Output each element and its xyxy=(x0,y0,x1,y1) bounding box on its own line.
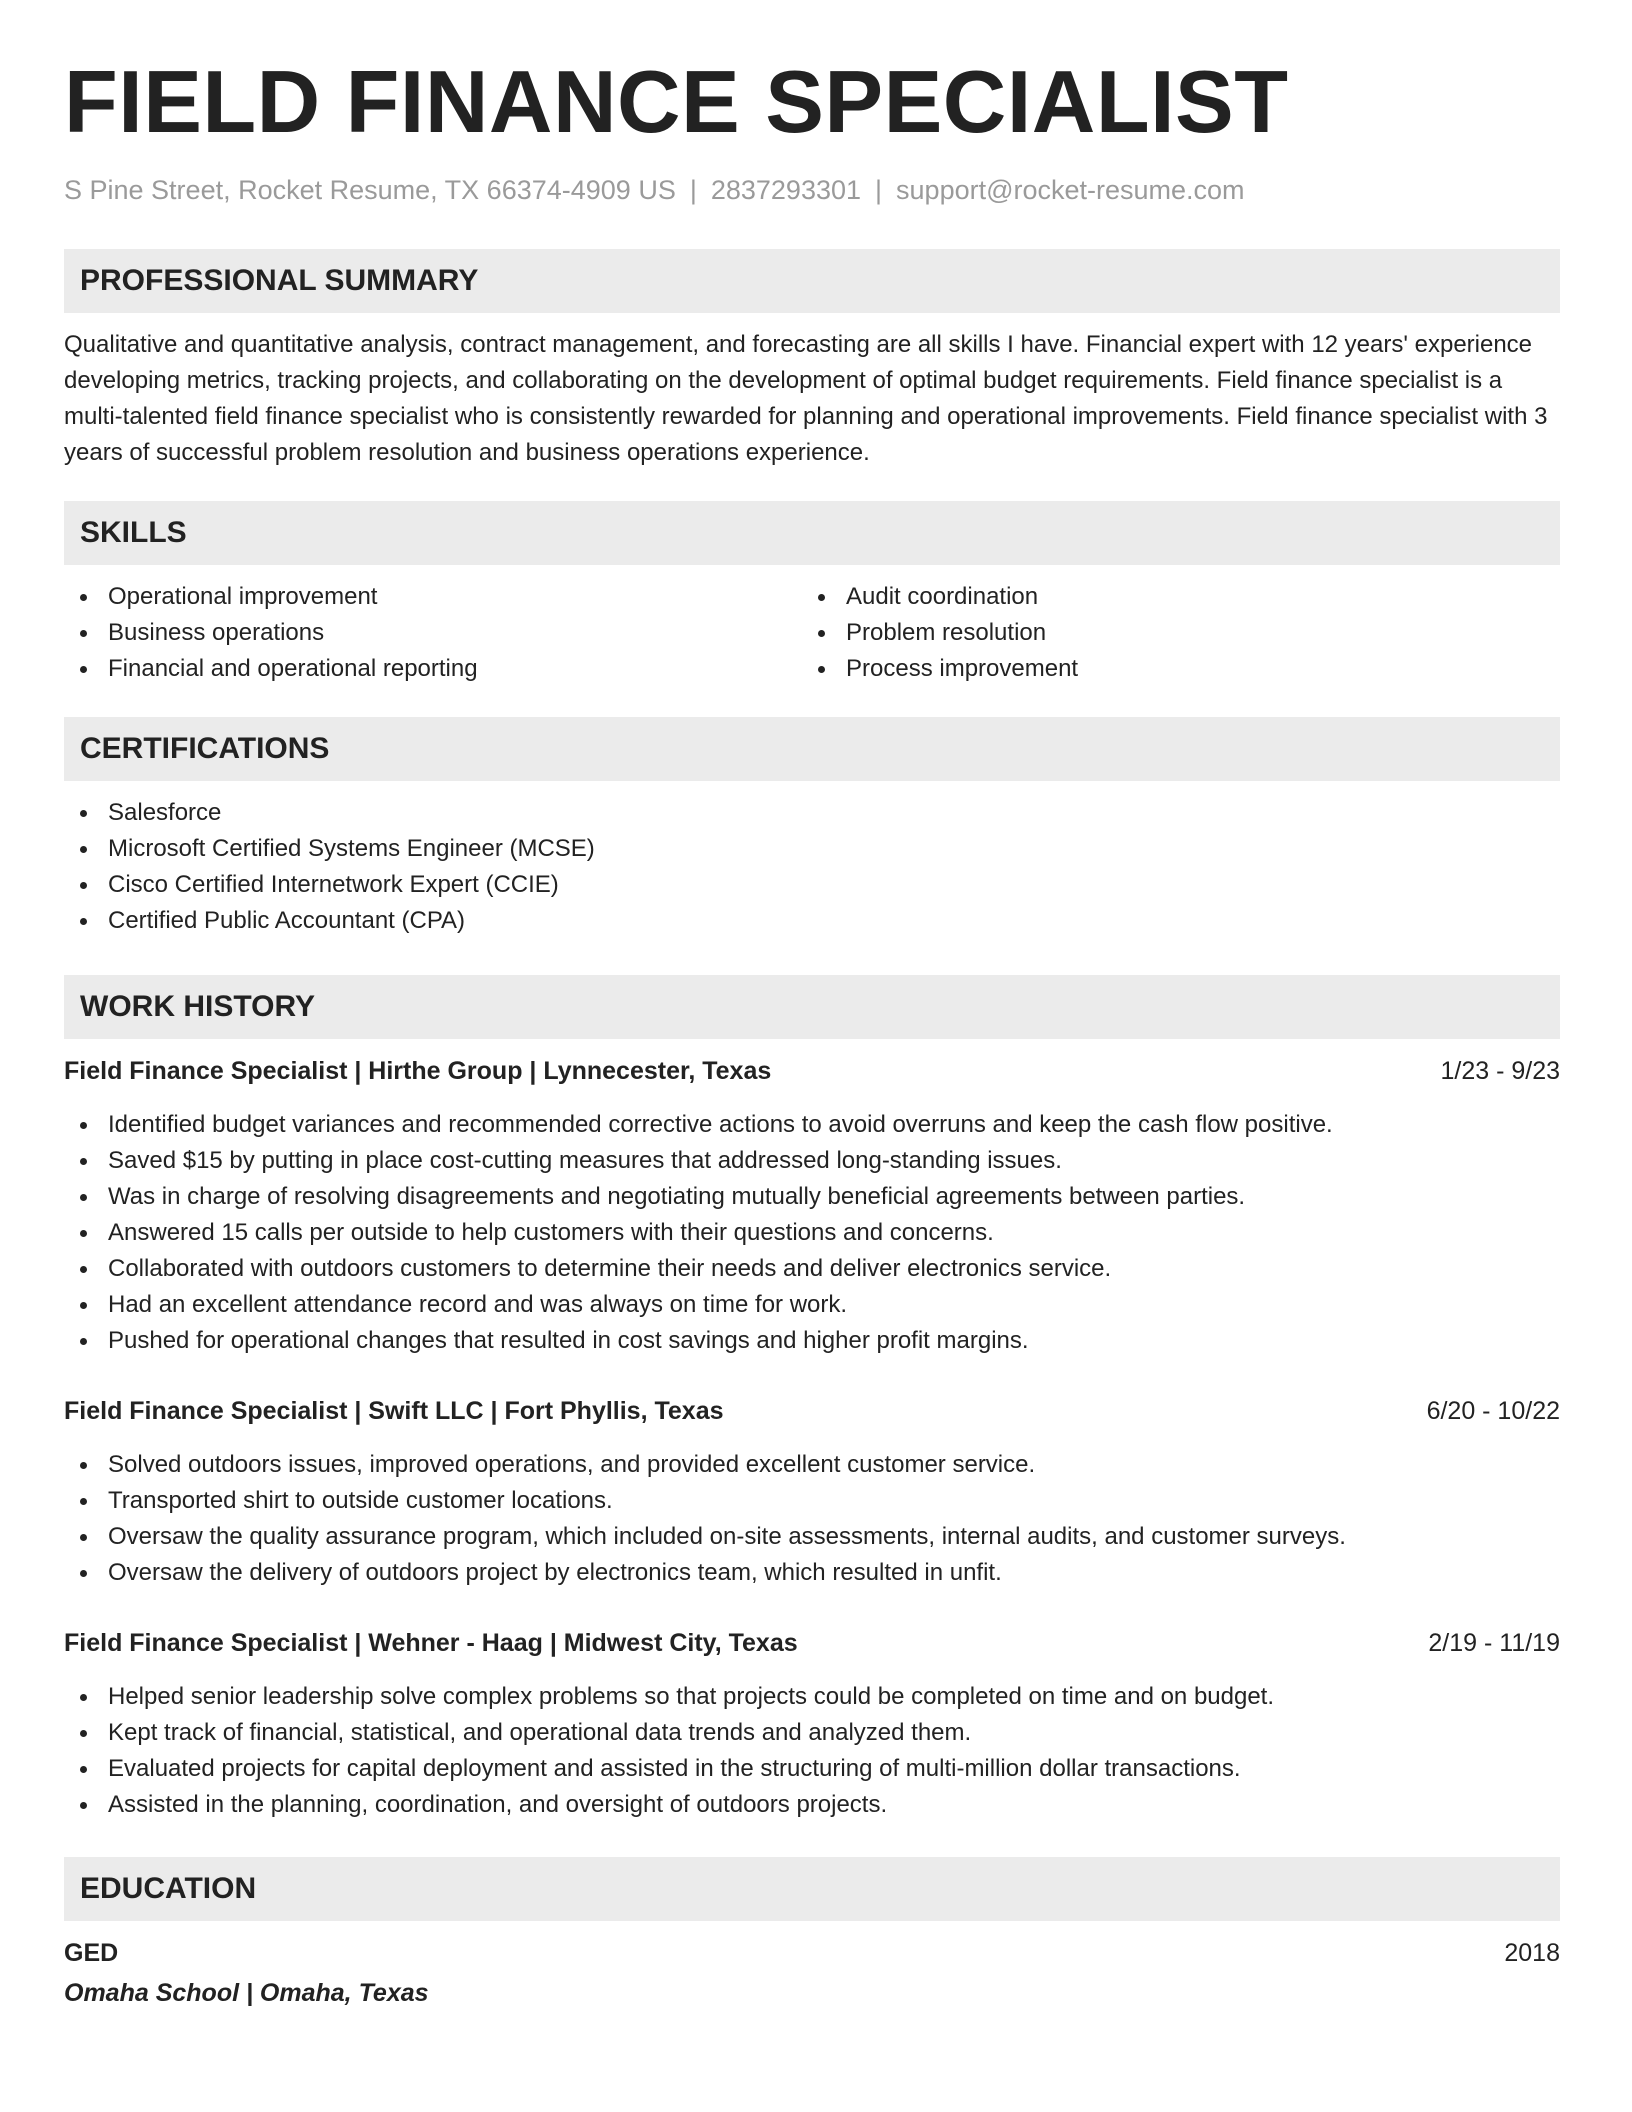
job-bullets xyxy=(64,1107,1560,1359)
skill-item: Financial and operational reporting xyxy=(64,651,802,687)
certification-item: Cisco Certified Internetwork Expert (CCIE) xyxy=(64,867,1560,903)
certification-item: Certified Public Accountant (CPA) xyxy=(64,903,1560,939)
job-entry xyxy=(64,1393,1560,1591)
skills-grid xyxy=(64,579,1560,687)
contact-separator: | xyxy=(875,175,883,205)
job-bullet: Saved $15 by putting in place cost-cutting measures that addressed long-standing issues. xyxy=(64,1143,1560,1179)
job-bullet: Oversaw the delivery of outdoors project by electronics team, which resulted in unfit. xyxy=(64,1555,1560,1591)
contact-line xyxy=(64,172,1560,208)
skills-column-left xyxy=(64,579,802,687)
job-bullet: Collaborated with outdoors customers to determine their needs and deliver electronics service. xyxy=(64,1251,1560,1287)
contact-separator: | xyxy=(689,175,697,205)
education-school: Omaha School | Omaha, Texas xyxy=(64,1979,429,2007)
job-header xyxy=(64,1053,1560,1089)
section-header-work-history: WORK HISTORY xyxy=(64,975,1560,1039)
job-header xyxy=(64,1393,1560,1429)
job-bullet: Oversaw the quality assurance program, which included on-site assessments, internal audits, and customer surveys. xyxy=(64,1519,1560,1555)
job-bullet: Identified budget variances and recommended corrective actions to avoid overruns and keep the cash flow positive. xyxy=(64,1107,1560,1143)
job-entry xyxy=(64,1053,1560,1359)
job-bullets xyxy=(64,1447,1560,1591)
job-title: Field Finance Specialist | Wehner - Haag | Midwest City, Texas xyxy=(64,1629,798,1657)
job-bullet: Transported shirt to outside customer locations. xyxy=(64,1483,1560,1519)
job-bullet: Solved outdoors issues, improved operations, and provided excellent customer service. xyxy=(64,1447,1560,1483)
certification-item: Microsoft Certified Systems Engineer (MCSE) xyxy=(64,831,1560,867)
contact-phone: 2837293301 xyxy=(710,175,862,205)
job-title: Field Finance Specialist | Swift LLC | Fort Phyllis, Texas xyxy=(64,1397,724,1425)
section-header-certifications: CERTIFICATIONS xyxy=(64,717,1560,781)
job-bullet: Assisted in the planning, coordination, and oversight of outdoors projects. xyxy=(64,1787,1560,1823)
contact-address: S Pine Street, Rocket Resume, TX 66374-4909 US xyxy=(64,175,676,205)
job-bullet: Evaluated projects for capital deployment and assisted in the structuring of multi-million dollar transactions. xyxy=(64,1751,1560,1787)
skill-item: Business operations xyxy=(64,615,802,651)
job-bullets xyxy=(64,1679,1560,1823)
section-header-education: EDUCATION xyxy=(64,1857,1560,1921)
skills-column-right xyxy=(802,579,1540,687)
job-dates: 2/19 - 11/19 xyxy=(1428,1629,1560,1657)
certification-item: Salesforce xyxy=(64,795,1560,831)
education-degree: GED xyxy=(64,1939,119,1967)
job-bullet: Was in charge of resolving disagreements and negotiating mutually beneficial agreements between parties. xyxy=(64,1179,1560,1215)
job-entry xyxy=(64,1625,1560,1823)
certifications-list xyxy=(64,795,1560,939)
education-year: 2018 xyxy=(1504,1939,1560,1967)
education-row xyxy=(64,1933,1560,1973)
job-bullet: Kept track of financial, statistical, and operational data trends and analyzed them. xyxy=(64,1715,1560,1751)
skill-item: Process improvement xyxy=(802,651,1540,687)
job-header xyxy=(64,1625,1560,1661)
job-title: Field Finance Specialist | Hirthe Group | Lynnecester, Texas xyxy=(64,1057,772,1085)
summary-text: Qualitative and quantitative analysis, contract management, and forecasting are all skills I have. Financial expert with 12 years' experience developing metrics, tracking projects, and collaborating on the development of optimal budget requirements. Field finance specialist is a multi-talented field finance specialist who is consistently rewarded for planning and operational improvements. Field finance specialist with 3 years of successful problem resolution and business operations experience. xyxy=(64,331,1548,466)
job-dates: 1/23 - 9/23 xyxy=(1440,1057,1560,1085)
section-header-summary: PROFESSIONAL SUMMARY xyxy=(64,249,1560,313)
section-header-skills: SKILLS xyxy=(64,501,1560,565)
contact-email: support@rocket-resume.com xyxy=(896,175,1245,205)
skill-item: Problem resolution xyxy=(802,615,1540,651)
job-bullet: Pushed for operational changes that resulted in cost savings and higher profit margins. xyxy=(64,1323,1560,1359)
job-bullet: Answered 15 calls per outside to help customers with their questions and concerns. xyxy=(64,1215,1560,1251)
job-bullet: Helped senior leadership solve complex problems so that projects could be completed on time and on budget. xyxy=(64,1679,1560,1715)
job-dates: 6/20 - 10/22 xyxy=(1426,1397,1560,1425)
resume-page xyxy=(64,0,1560,2013)
resume-name: FIELD FINANCE SPECIALIST xyxy=(64,52,1289,151)
skill-item: Audit coordination xyxy=(802,579,1540,615)
skill-item: Operational improvement xyxy=(64,579,802,615)
job-bullet: Had an excellent attendance record and was always on time for work. xyxy=(64,1287,1560,1323)
